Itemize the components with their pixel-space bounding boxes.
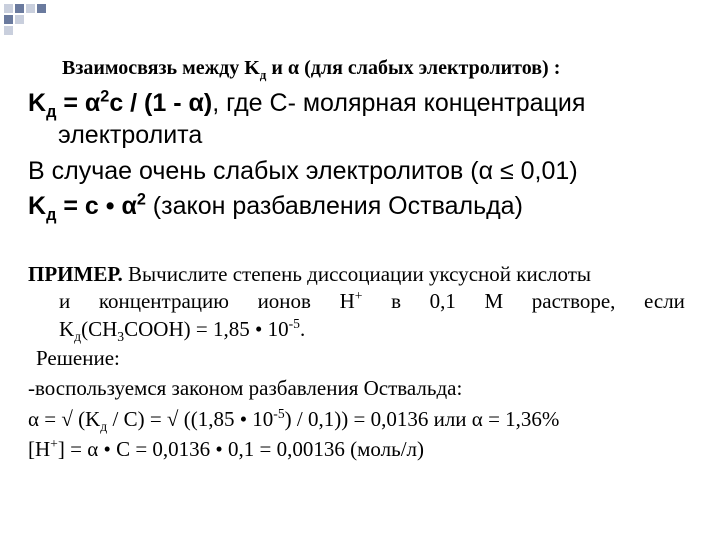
title-subscript: д xyxy=(259,67,267,82)
example-word: и xyxy=(59,289,71,313)
example-word: растворе, xyxy=(531,289,616,313)
square-exponent: 2 xyxy=(100,87,110,106)
exponent: -5 xyxy=(288,316,300,331)
example-word: ионов xyxy=(257,289,311,313)
calc-part: = 1,36% xyxy=(482,407,560,431)
hydrogen-ion xyxy=(340,289,363,314)
alpha-symbol: α xyxy=(188,89,204,117)
k-subscript: д xyxy=(46,206,57,224)
square-exponent: 2 xyxy=(136,190,146,209)
formula-subscript: 3 xyxy=(117,329,125,345)
k-subscript: д xyxy=(74,329,82,345)
alpha-symbol: α xyxy=(87,437,99,461)
condition-text: В случае очень слабых электролитов ( xyxy=(28,157,479,185)
law-name: (закон разбавления Оствальда) xyxy=(145,192,523,220)
deco-square xyxy=(4,15,13,24)
equation-term: c / (1 - xyxy=(109,89,189,117)
alpha-symbol: α xyxy=(478,157,494,185)
equation-term: ) xyxy=(203,89,213,117)
example-word: М xyxy=(484,289,504,313)
corner-decoration xyxy=(0,0,60,40)
example-word: 0,1 xyxy=(429,289,456,313)
alpha-calculation xyxy=(28,406,560,435)
formula-part: COOH) = 1,85 • 10 xyxy=(124,317,289,341)
exponent: -5 xyxy=(273,406,285,421)
alpha-symbol: α xyxy=(28,407,40,431)
title-text: Взаимосвязь между K xyxy=(62,57,260,79)
k-subscript: д xyxy=(46,103,57,121)
formula-part: (CH xyxy=(81,317,118,341)
less-equal-sign: ≤ xyxy=(493,157,521,185)
example-word: в xyxy=(391,289,401,313)
alpha-symbol: α xyxy=(471,407,483,431)
k-symbol: K xyxy=(28,89,47,117)
deco-square xyxy=(15,15,24,24)
title-text: (для слабых электролитов) : xyxy=(299,57,561,79)
calc-part: = √ (K xyxy=(39,407,101,431)
equation-description-continued: электролита xyxy=(58,121,203,149)
deco-square xyxy=(37,4,46,13)
example-label: ПРИМЕР. xyxy=(28,262,123,286)
k-symbol: K xyxy=(28,192,47,220)
equals-sign: = xyxy=(56,89,85,117)
deco-square xyxy=(15,4,24,13)
k-symbol: K xyxy=(59,317,75,341)
equation-description: , где С- молярная концентрация xyxy=(212,89,586,117)
calc-part: • C = 0,0136 • 0,1 = 0,00136 (моль/л) xyxy=(98,437,425,461)
h-symbol: H xyxy=(339,289,355,313)
deco-square xyxy=(4,26,13,35)
k-subscript: д xyxy=(100,419,108,435)
deco-square xyxy=(4,4,13,13)
ostwald-equation xyxy=(28,190,523,224)
calc-part: [H xyxy=(28,437,51,461)
weak-electrolyte-condition xyxy=(28,157,578,186)
dissociation-equation xyxy=(28,87,586,121)
alpha-symbol: α xyxy=(121,192,137,220)
example-line-3 xyxy=(59,316,306,345)
example-text: Вычислите степень диссоциации уксусной кислоты xyxy=(122,262,592,286)
title-text: и xyxy=(266,57,288,79)
deco-square xyxy=(26,4,35,13)
ion-concentration-calculation xyxy=(28,437,424,462)
calc-part: ) / 0,1)) = 0,0136 или xyxy=(284,407,472,431)
alpha-symbol: α xyxy=(287,57,300,79)
plus-superscript: + xyxy=(354,288,363,303)
slide-title xyxy=(62,57,560,80)
formula-part: . xyxy=(299,317,306,341)
alpha-symbol: α xyxy=(84,89,101,117)
example-line-2 xyxy=(59,289,685,314)
solution-label: Решение: xyxy=(36,346,120,370)
example-word: если xyxy=(644,289,685,313)
condition-value: 0,01) xyxy=(520,157,578,185)
plus-superscript: + xyxy=(50,436,58,451)
equation-term: = c • xyxy=(56,192,122,220)
example-word: концентрацию xyxy=(98,289,229,313)
calc-part: / C) = √ ((1,85 • 10 xyxy=(107,407,274,431)
calc-part: ] = xyxy=(57,437,88,461)
solution-step-1: -воспользуемся законом разбавления Оствальда: xyxy=(28,376,463,400)
example-line-1 xyxy=(28,262,591,287)
